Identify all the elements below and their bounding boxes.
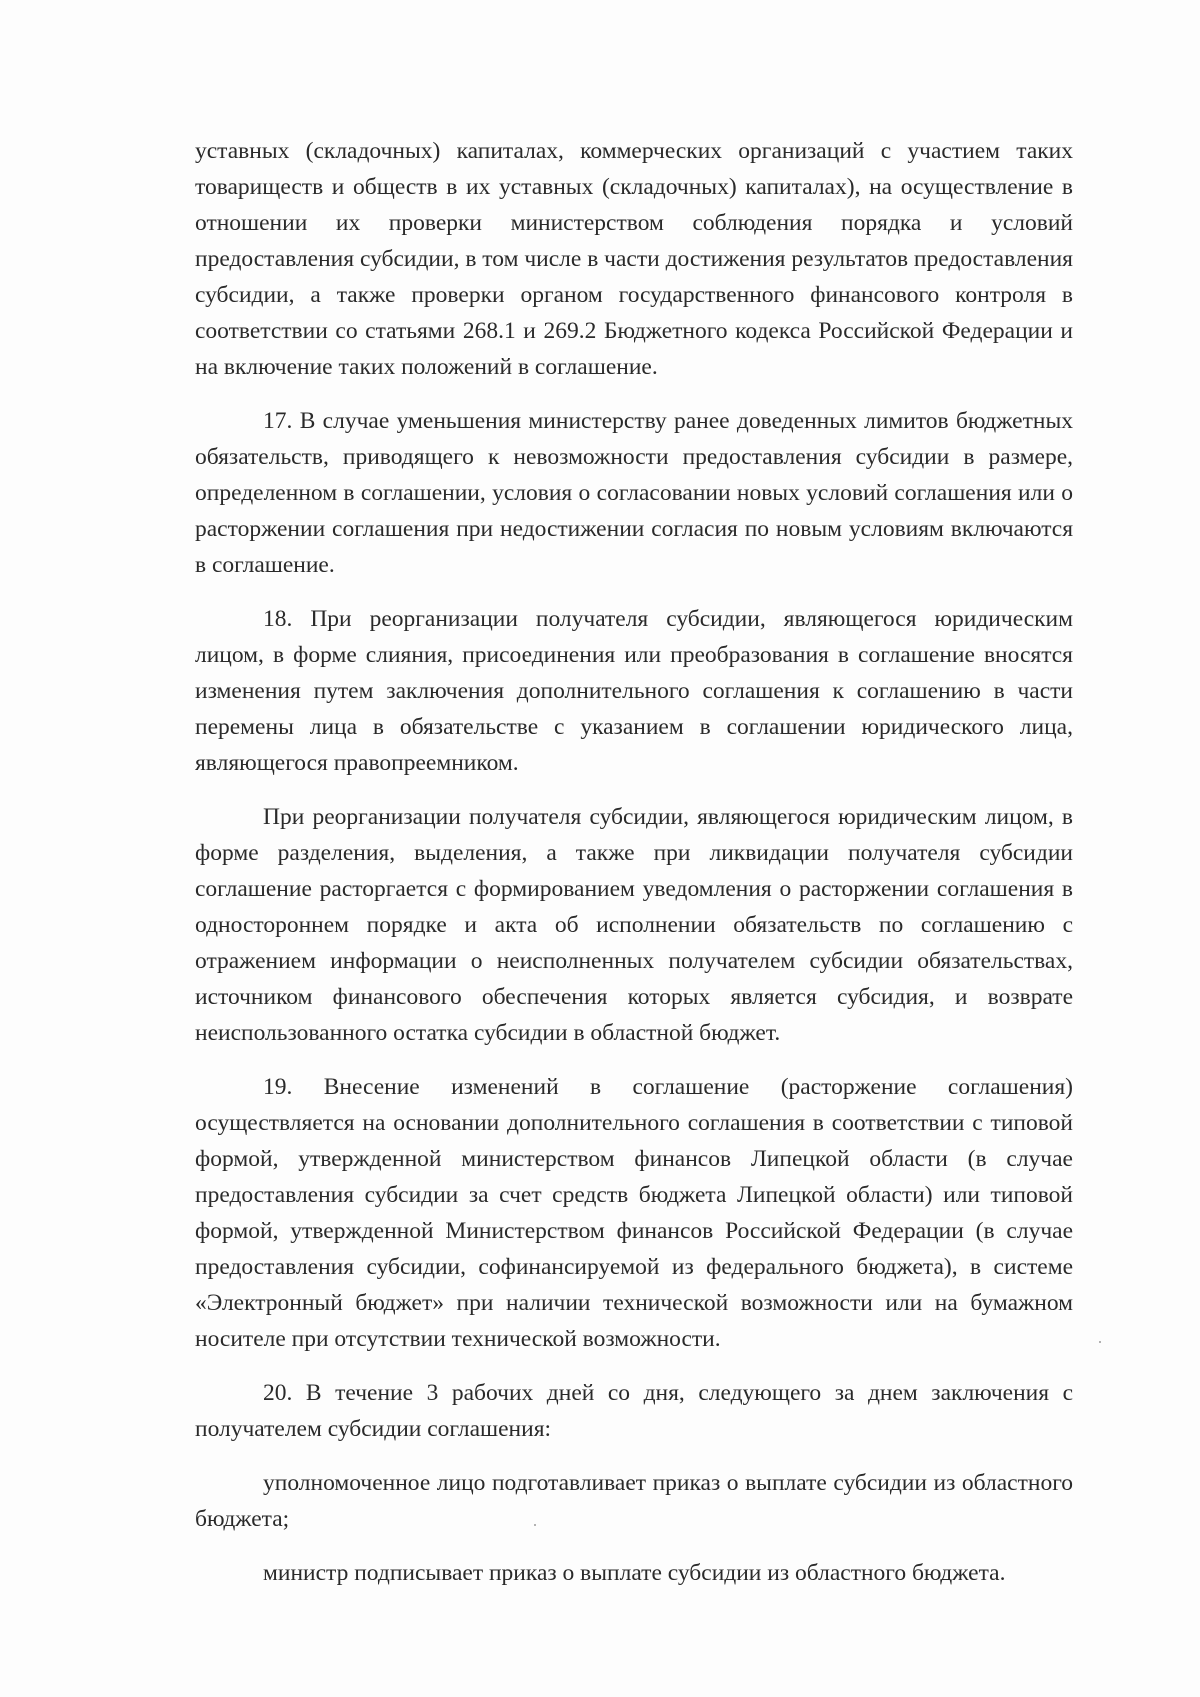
- paragraph-order-signing: министр подписывает приказ о выплате субсидии из областного бюджета.: [263, 1560, 1006, 1586]
- scan-speck: [534, 1524, 536, 1526]
- paragraph-item-17: 17. В случае уменьшения министерству ранее доведенных лимитов бюджетных обязательств, приводящего к невозможности предоставления субсидии в размере, определенном в соглашении, условия о согласовании новых условий соглашения или о расторжении соглашения при недостижении согласия по новым условиям включаются в соглашение.: [195, 408, 1073, 578]
- paragraph-item-20: 20. В течение 3 рабочих дней со дня, следующего за днем заключения с получателем субсидии соглашения:: [195, 1380, 1073, 1442]
- paragraph-order-preparation: уполномоченное лицо подготавливает приказ о выплате субсидии из областного бюджета;: [195, 1470, 1073, 1532]
- paragraph-item-19: 19. Внесение изменений в соглашение (расторжение соглашения) осуществляется на основании дополнительного соглашения в соответствии с типовой формой, утвержденной министерством финансов Липецкой области (в случае предоставления субсидии за счет средств бюджета Липецкой области) или типовой формой, утвержденной Министерством финансов Российской Федерации (в случае предоставления субсидии, софинансируемой из федерального бюджета), в системе «Электронный бюджет» при наличии технической возможности или на бумажном носителе при отсутствии технической возможности.: [195, 1074, 1073, 1352]
- scan-speck: [1099, 1341, 1101, 1343]
- paragraph-continuation: уставных (складочных) капиталах, коммерческих организаций с участием таких товариществ и обществ в их уставных (складочных) капиталах), на осуществление в отношении их проверки министерством соблюдения порядка и условий предоставления субсидии, в том числе в части достижения результатов предоставления субсидии, а также проверки органом государственного финансового контроля в соответствии со статьями 268.1 и 269.2 Бюджетного кодекса Российской Федерации и на включение таких положений в соглашение.: [195, 138, 1073, 380]
- document-body: [195, 133, 1073, 1609]
- paragraph-item-18: 18. При реорганизации получателя субсидии, являющегося юридическим лицом, в форме слияния, присоединения или преобразования в соглашение вносятся изменения путем заключения дополнительного соглашения к соглашению в части перемены лица в обязательстве с указанием в соглашении юридического лица, являющегося правопреемником.: [195, 606, 1073, 776]
- paragraph-reorganization-separation: При реорганизации получателя субсидии, являющегося юридическим лицом, в форме разделения, выделения, а также при ликвидации получателя субсидии соглашение расторгается с формированием уведомления о расторжении соглашения в одностороннем порядке и акта об исполнении обязательств по соглашению с отражением информации о неисполненных получателем субсидии обязательствах, источником финансового обеспечения которых является субсидия, и возврате неиспользованного остатка субсидии в областной бюджет.: [195, 804, 1073, 1046]
